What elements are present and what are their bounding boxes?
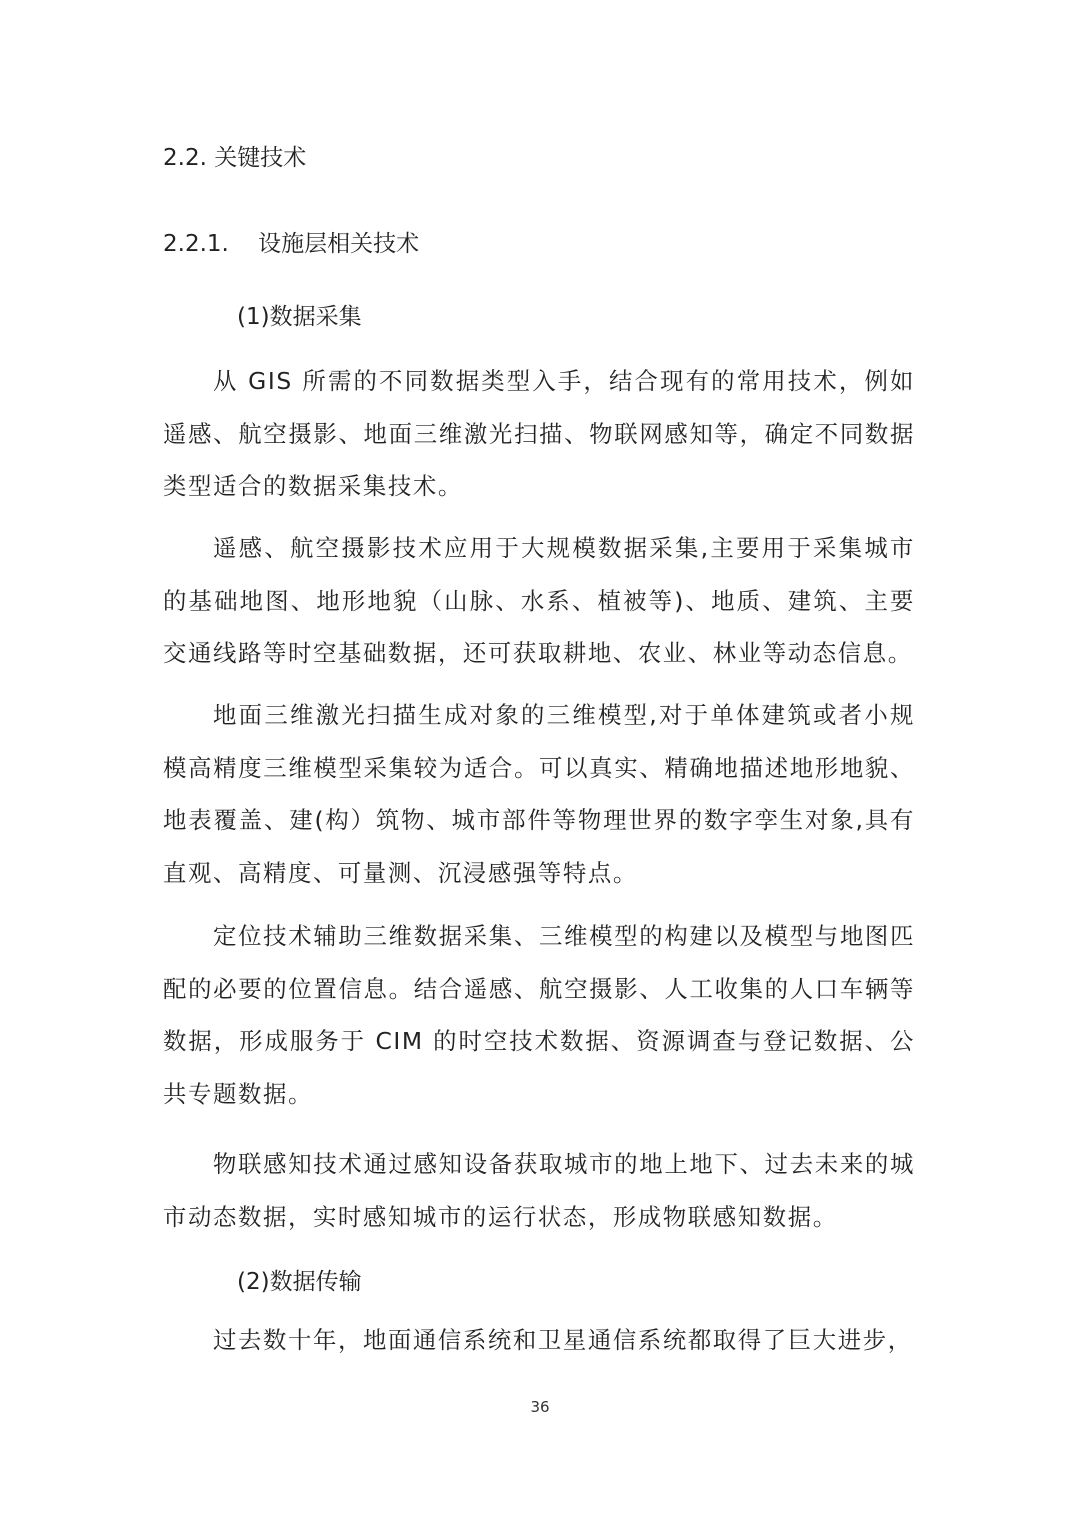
paragraph: 物联感知技术通过感知设备获取城市的地上地下、过去未来的城市动态数据，实时感知城市的运行状态，形成物联感知数据。 [163, 1150, 915, 1231]
paragraph: 遥感、航空摄影技术应用于大规模数据采集,主要用于采集城市的基础地图、地形地貌（山脉、水系、植被等)、地质、建筑、主要交通线路等时空基础数据，还可获取耕地、农业、林业等动态信息。 [163, 534, 915, 667]
section-title: 关键技术 [214, 145, 307, 171]
item-heading-data-collection: (1)数据采集 [237, 304, 362, 330]
page-number: 36 [530, 1398, 550, 1416]
subsection-heading [163, 224, 419, 264]
subsection-number: 2.2.1. [163, 231, 229, 257]
paragraph: 地面三维激光扫描生成对象的三维模型,对于单体建筑或者小规模高精度三维模型采集较为适合。可以真实、精确地描述地形地貌、地表覆盖、建(构）筑物、城市部件等物理世界的数字孪生对象,具有直观、高精度、可量测、沉浸感强等特点。 [163, 701, 915, 887]
paragraph: 过去数十年，地面通信系统和卫星通信系统都取得了巨大进步， [213, 1326, 913, 1354]
paragraph: 定位技术辅助三维数据采集、三维模型的构建以及模型与地图匹配的必要的位置信息。结合遥感、航空摄影、人工收集的人口车辆等数据，形成服务于 CIM 的时空技术数据、资源调查与登记数据、公共专题数据。 [163, 922, 915, 1108]
section-heading [163, 138, 306, 178]
subsection-title: 设施层相关技术 [258, 231, 420, 257]
section-number: 2.2. [163, 145, 207, 171]
item-heading-data-transmission: (2)数据传输 [237, 1269, 362, 1295]
paragraph: 从 GIS 所需的不同数据类型入手，结合现有的常用技术，例如遥感、航空摄影、地面三维激光扫描、物联网感知等，确定不同数据类型适合的数据采集技术。 [163, 367, 915, 500]
